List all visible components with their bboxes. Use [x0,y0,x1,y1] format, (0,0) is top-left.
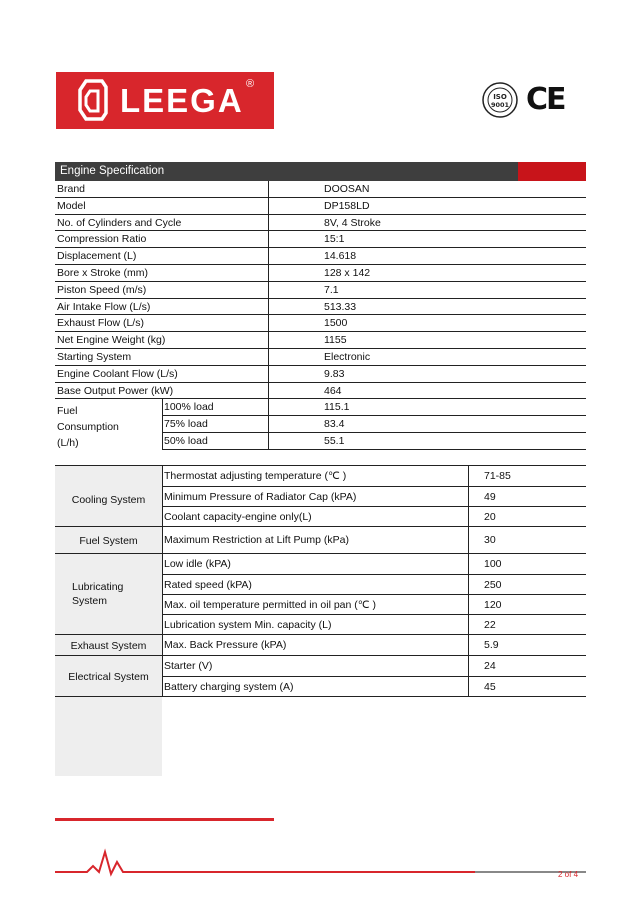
heartbeat-line-icon [55,848,586,878]
spec-item: Max. Back Pressure (kPA) 5.9 [164,639,499,651]
spec-row [55,282,586,299]
spec-row [55,248,586,265]
iso-9001-icon [482,82,518,118]
spec-row [55,332,586,349]
spec-value: DP158LD [324,199,370,212]
spec-row [55,366,586,383]
spec-value: 15:1 [324,233,345,246]
fuel-row: 100% load 115.1 [162,399,586,416]
spec-row [55,315,586,332]
logo-hexagon-icon [56,72,126,129]
fuel-row: 75% load 83.4 [162,416,586,433]
spec-item: Lubrication system Min. capacity (L) 22 [162,614,586,634]
spec-label: Engine Coolant Flow (L/s) [57,367,178,380]
group-name: Lubricating System [72,581,124,607]
spec-row [55,383,586,400]
lubricating-system-group [55,554,586,635]
spec-value: 8V, 4 Stroke [324,216,381,229]
spec-value: 513.33 [324,300,357,313]
spec-header-accent [518,162,586,181]
page-number: 2 of 4 [558,870,579,879]
spec-item: Thermostat adjusting temperature (℃ ) 71-85 [164,470,511,482]
spec-value: 128 x 142 [324,266,371,279]
logo-text: LEEGA [120,82,244,119]
spec-label: Net Engine Weight (kg) [57,334,166,347]
spec-label: No. of Cylinders and Cycle [57,216,182,229]
spec-item: Rated speed (kPA) 250 [162,574,586,594]
spec-item: Battery charging system (A) 45 [162,676,586,696]
systems-table [55,465,586,697]
fuel-consumption-block [55,399,586,449]
spec-label: Model [57,199,86,212]
spec-label: Air Intake Flow (L/s) [57,300,151,313]
spec-item: Low idle (kPA) 100 [164,558,502,570]
group-name: Exhaust System [70,640,147,652]
engine-spec-table [55,181,586,450]
spec-label: Brand [57,183,86,195]
spec-row [55,215,586,232]
svg-text:9001: 9001 [490,101,510,109]
spec-label: Compression Ratio [57,233,147,246]
spec-title: Engine Specification [60,165,165,177]
fuel-consumption-label: Fuel Consumption (L/h) [57,405,119,450]
spec-value: 1155 [324,334,347,347]
leega-logo [56,72,274,129]
spec-value: 14.618 [324,250,357,263]
spec-value: Electronic [324,350,371,363]
spec-row [55,198,586,215]
spec-value: 9.83 [324,367,345,380]
cooling-system-group [55,466,586,527]
spec-item: Maximum Restriction at Lift Pump (kPa) 30 [164,534,496,546]
footer-rule [55,818,274,821]
group-name: Cooling System [71,494,146,506]
ce-mark-icon: CE [526,82,565,117]
spec-value: 464 [324,384,342,397]
group-name: Fuel System [79,535,138,547]
spec-label: Base Output Power (kW) [57,384,174,397]
spec-header [55,162,586,181]
spec-label: Displacement (L) [57,250,137,263]
spec-row [55,265,586,282]
spec-item: Minimum Pressure of Radiator Cap (kPA) 49 [162,486,586,506]
spec-value: 7.1 [324,283,339,296]
spec-value: DOOSAN [324,183,370,195]
fuel-row: 50% load 55.1 [162,433,586,450]
spec-row [55,299,586,316]
exhaust-system-group [55,635,586,656]
spec-value: 1500 [324,317,348,330]
spec-row [55,231,586,248]
spec-label: Piston Speed (m/s) [57,283,147,296]
spec-label: Bore x Stroke (mm) [57,266,149,279]
fuel-system-group [55,527,586,554]
group-name: Electrical System [68,671,149,683]
electrical-system-group [55,656,586,697]
registered-mark: ® [246,78,255,90]
spec-row [55,181,586,198]
spec-item: Max. oil temperature permitted in oil pan (℃ ) 120 [162,594,586,614]
spec-item: Coolant capacity-engine only(L) 20 [162,506,586,526]
svg-text:ISO: ISO [493,93,507,101]
spec-label: Starting System [57,350,132,363]
spec-item: Starter (V) 24 [164,660,496,672]
spec-label: Exhaust Flow (L/s) [57,317,144,330]
spec-row [55,349,586,366]
